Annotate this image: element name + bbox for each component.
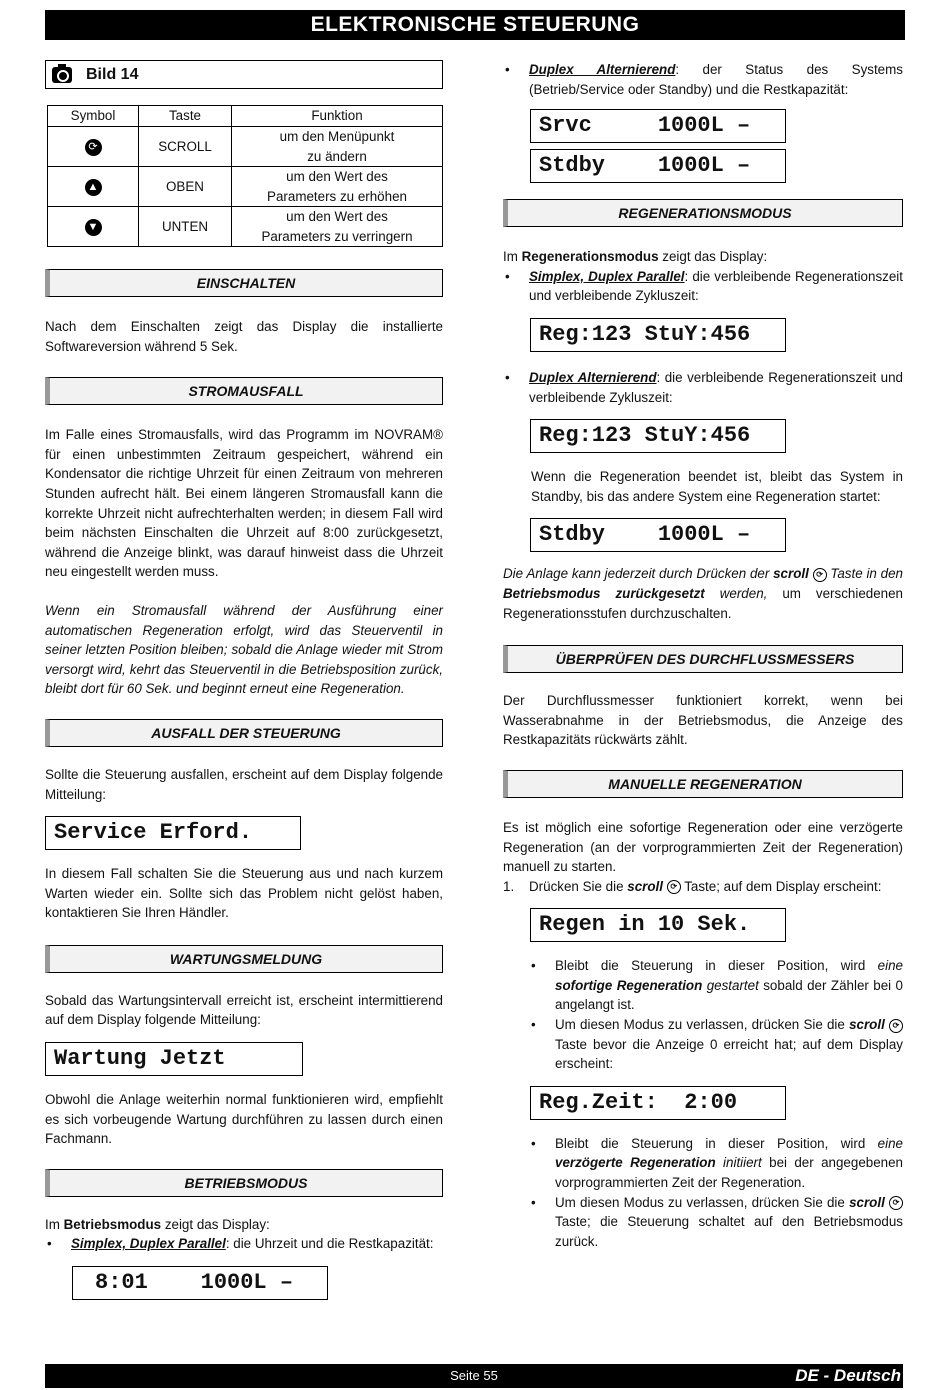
bullet-list xyxy=(503,368,903,407)
table-row: ▼ UNTEN um den Wert des Parameters zu verringern xyxy=(48,207,443,247)
section-header-regeneration: REGENERATIONSMODUS xyxy=(503,199,903,227)
up-icon: ▲ xyxy=(85,179,102,196)
display-stdby-2: Stdby 1000L – xyxy=(530,518,786,552)
section-header-ausfall: AUSFALL DER STEUERUNG xyxy=(45,719,443,747)
list-item: • Duplex Alternierend: die verbleibende Regenerationszeit und verbleibende Zykluszeit: xyxy=(503,368,903,407)
bullet-list xyxy=(503,60,903,99)
bullet-list xyxy=(529,956,903,1074)
list-item: 1. Drücken Sie die scroll ⟳ Taste; auf dem Display erscheint: xyxy=(503,878,882,894)
right-column xyxy=(503,60,903,1251)
paragraph: Sobald das Wartungsintervall erreicht ist, erscheint intermittierend auf dem Display folgende Mitteilung: xyxy=(45,992,443,1028)
display-time: 8:01 1000L – xyxy=(72,1266,328,1300)
paragraph: Im Falle eines Stromausfalls, wird das Programm im NOVRAM® für einen unbestimmten Zeitraum gespeichert, während ein Kondensator die richtige Uhrzeit für einen Zeitraum von mehreren Stunden aufrecht hält. Bei einem längeren Stromausfall kann die korrekte Uhrzeit nicht aufrechterhalten werden; in diesem Fall wird beim nächsten Einschalten die Uhrzeit auf 8:00 zurückgesetzt, während die Anzeige blinkt, was darauf hinweist dass die Uhrzeit neu eingestellt werden muss. xyxy=(45,427,443,580)
scroll-icon: ⟳ xyxy=(667,880,681,894)
paragraph: Der Durchflussmesser funktioniert korrekt, wenn bei Wasserabnahme in der Betriebsmodus, die Anzeige des Restkapazitäts rückwärts zählt. xyxy=(503,693,903,748)
display-reg-1: Reg:123 StuY:456 xyxy=(530,318,786,352)
left-column xyxy=(45,60,443,1300)
display-reg-zeit: Reg.Zeit: 2:00 xyxy=(530,1086,786,1120)
section-header-manuell: MANUELLE REGENERATION xyxy=(503,770,903,798)
list-item: • Um diesen Modus zu verlassen, drücken Sie die scroll ⟳ Taste bevor die Anzeige 0 erreicht hat; auf dem Display erscheint: xyxy=(529,1015,903,1074)
bullet-list xyxy=(503,267,903,306)
table-header-row: Symbol Taste Funktion xyxy=(48,106,443,127)
bullet-list xyxy=(45,1234,443,1254)
section-header-betrieb: BETRIEBSMODUS xyxy=(45,1169,443,1197)
paragraph: Obwohl die Anlage weiterhin normal funktionieren wird, empfiehlt es sich vorbeugende Wartung durchführen zu lassen durch einen Fachmann. xyxy=(45,1092,443,1147)
camera-icon xyxy=(52,67,72,83)
list-item: • Duplex Alternierend: der Status des Systems (Betrieb/Service oder Standby) und die Restkapazität: xyxy=(503,60,903,99)
paragraph: Es ist möglich eine sofortige Regeneration oder eine verzögerte Regeneration (an der vorprogrammierten Zeit der Regeneration) manuell zu starten. xyxy=(503,819,903,875)
display-stdby: Stdby 1000L – xyxy=(530,149,786,183)
figure-label: Bild 14 xyxy=(45,60,443,89)
display-regen: Regen in 10 Sek. xyxy=(530,908,786,942)
section-header-wartung: WARTUNGSMELDUNG xyxy=(45,945,443,973)
paragraph: Die Anlage kann jederzeit durch Drücken der scroll ⟳ Taste in den Betriebsmodus zurückgesetzt werden, um verschiedenen Regenerationsstufen durchzuschalten. xyxy=(503,566,903,621)
list-item: • Bleibt die Steuerung in dieser Position, wird eine sofortige Regeneration gestartet sobald der Zähler bei 0 angelangt ist. xyxy=(529,956,903,1015)
display-reg-2: Reg:123 StuY:456 xyxy=(530,419,786,453)
paragraph: Wenn die Regeneration beendet ist, bleibt das System in Standby, bis das andere System eine Regeneration startet: xyxy=(531,469,903,504)
display-service: Service Erford. xyxy=(45,816,301,850)
section-header-stromausfall: STROMAUSFALL xyxy=(45,377,443,405)
page-title: ELEKTRONISCHE STEUERUNG xyxy=(45,10,905,40)
language-label: DE - Deutsch xyxy=(795,1366,901,1385)
page-number: Seite 55 xyxy=(450,1368,498,1383)
scroll-icon: ⟳ xyxy=(85,139,102,156)
paragraph: In diesem Fall schalten Sie die Steuerung aus und nach kurzem Warten wieder ein. Sollte sich das Problem nicht gelöst haben, kontaktieren Sie Ihren Händler. xyxy=(45,866,443,921)
scroll-icon: ⟳ xyxy=(889,1019,903,1033)
paragraph: Im Betriebsmodus zeigt das Display: xyxy=(45,1216,270,1232)
display-wartung: Wartung Jetzt xyxy=(45,1042,303,1076)
bullet-list xyxy=(529,1134,903,1252)
paragraph: Im Regenerationsmodus zeigt das Display: xyxy=(503,249,768,265)
list-item: • Simplex, Duplex Parallel: die verbleibende Regenerationszeit und verbleibende Zykluszeit: xyxy=(503,267,903,306)
section-header-durchfluss: ÜBERPRÜFEN DES DURCHFLUSSMESSERS xyxy=(503,645,903,673)
table-row: ⟳ SCROLL um den Menüpunkt zu ändern xyxy=(48,127,443,167)
section-header-einschalten: EINSCHALTEN xyxy=(45,269,443,297)
list-item: • Bleibt die Steuerung in dieser Position, wird eine verzögerte Regeneration initiiert bei der angegebenen vorprogrammierten Zeit der Regeneration. xyxy=(529,1134,903,1193)
key-table xyxy=(47,105,443,247)
list-item: • Simplex, Duplex Parallel: die Uhrzeit und die Restkapazität: xyxy=(45,1234,443,1254)
display-srvc: Srvc 1000L – xyxy=(530,109,786,143)
paragraph: Nach dem Einschalten zeigt das Display die installierte Softwareversion während 5 Sek. xyxy=(45,319,443,354)
list-item: • Um diesen Modus zu verlassen, drücken Sie die scroll ⟳ Taste; die Steuerung schaltet auf den Betriebsmodus zurück. xyxy=(529,1193,903,1252)
down-icon: ▼ xyxy=(85,219,102,236)
paragraph: Wenn ein Stromausfall während der Ausführung einer automatischen Regeneration erfolgt, wird das Steuerventil in seiner letzten Position bleiben; sobald die Anlage wieder mit Strom versorgt wird, kehrt das Steuerventil in die Betriebsposition zurück, bleibt dort für 60 Sek. und beginnt erneut eine Regeneration. xyxy=(45,602,443,697)
scroll-icon: ⟳ xyxy=(889,1196,903,1210)
table-row: ▲ OBEN um den Wert des Parameters zu erhöhen xyxy=(48,167,443,207)
scroll-icon: ⟳ xyxy=(813,568,827,582)
page-footer xyxy=(45,1364,903,1388)
paragraph: Sollte die Steuerung ausfallen, erscheint auf dem Display folgende Mitteilung: xyxy=(45,766,443,802)
